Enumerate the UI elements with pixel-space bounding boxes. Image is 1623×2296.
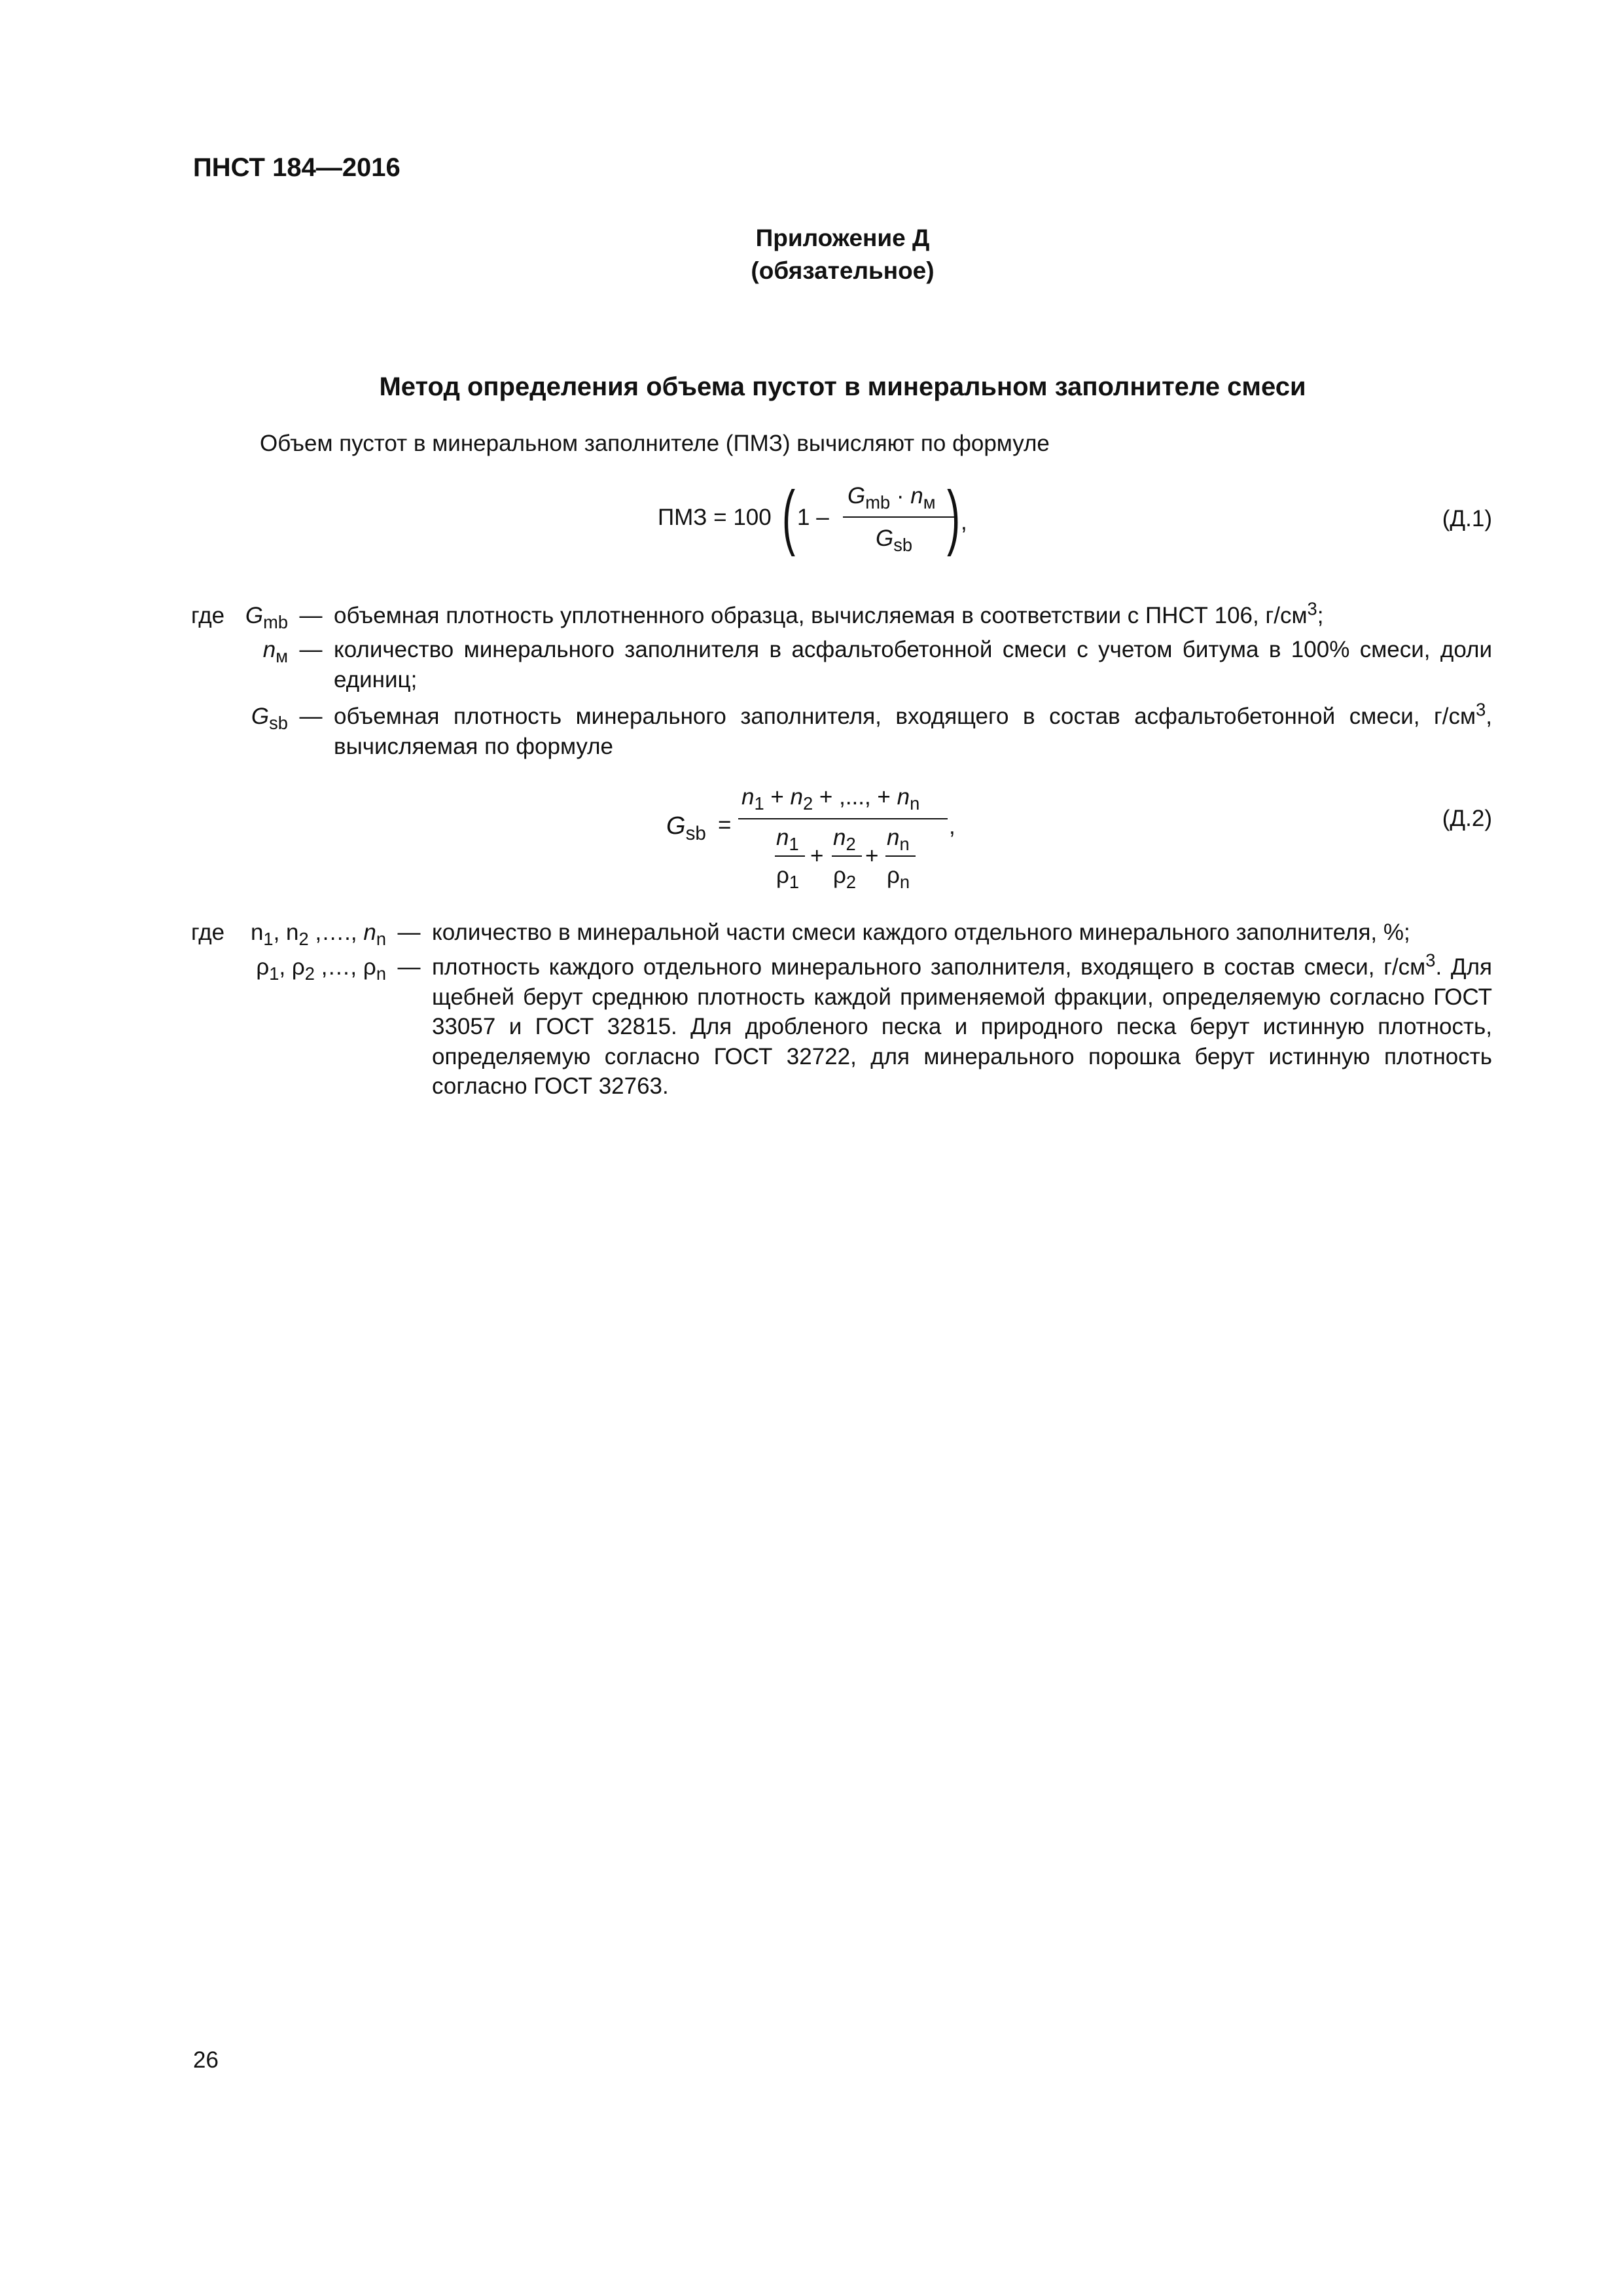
definition-dash: — xyxy=(397,954,421,980)
document-code: ПНСТ 184—2016 xyxy=(193,153,401,182)
formula-d1-number: (Д.1) xyxy=(1442,506,1492,531)
formula-d2-fraction-bar xyxy=(738,818,948,819)
formula-d1-numerator: $G_{mb} \cdot n_м$ xyxy=(847,483,936,513)
formula-d2-den-num-2: $n_2$ xyxy=(833,825,856,855)
definition-text: количество минерального заполнителя в асфальтобетонной смеси с учетом битума в 100% смеси, доли единиц; xyxy=(334,637,1492,692)
formula-d2-den-bar-2 xyxy=(832,855,862,857)
where-label: где xyxy=(191,603,225,628)
definition-symbol: $\rho_1$, $\rho_2$ ,…, $\rho_n$ xyxy=(256,954,386,984)
definition-item xyxy=(236,598,1492,633)
formula-d1-comma: , xyxy=(961,509,967,535)
definition-text: объемная плотность уплотненного образца, вычисляемая в соответствии с ПНСТ 106, $г/см^3$; xyxy=(334,598,1324,628)
definition-symbol: $n_м$ xyxy=(262,637,288,667)
formula-d1-right-paren: ) xyxy=(947,476,961,557)
formula-d1-lhs: ПМЗ = 100 xyxy=(658,505,772,530)
definition-text: объемная плотность минерального заполнителя, входящего в состав асфальтобетонной смеси, $г/см^3$, вычисляемая по формуле xyxy=(334,699,1492,759)
formula-d2-numerator: $n_1 + n_2$ + ,..., + $n_n$ xyxy=(741,784,920,814)
definition-symbol: $n_1$, $n_2$ ,…., $n_n$ xyxy=(250,920,386,950)
formula-d2-den-bar-n xyxy=(885,855,916,857)
formula-d2-den-plus-1: + xyxy=(810,843,824,869)
definition-dash: — xyxy=(397,920,421,945)
definition-item xyxy=(236,918,1492,948)
intro-text: Объем пустот в минеральном заполнителе (ПМЗ) вычисляют по формуле xyxy=(260,431,1050,456)
definition-text: плотность каждого отдельного минерального заполнителя, входящего в состав смеси, $г/см^3$. Для щебней берут среднюю плотность каждой применяемой фракции, определяемую согласно ГОСТ 33057 и ГОСТ 32815. Для дробленого песка и природного песка берут истинную плотность, определяемую согласно ГОСТ 32722, для минерального порошка берут истинную плотность согласно ГОСТ 32763. xyxy=(432,950,1492,1099)
appendix-title: Приложение Д xyxy=(755,224,930,251)
formula-d1-one-minus: 1 – xyxy=(797,505,829,530)
definition-text: количество в минеральной части смеси каждого отдельного минерального заполнителя, %; xyxy=(432,920,1410,945)
formula-d2-den-den-n: $\rho_n$ xyxy=(887,863,910,893)
definition-dash: — xyxy=(299,704,323,729)
formula-d2-lhs: $G_{sb}$ xyxy=(666,812,706,844)
definition-symbol: $G_{sb}$ xyxy=(251,704,288,734)
definition-dash: — xyxy=(299,637,323,662)
definition-symbol: $G_{mb}$ xyxy=(245,603,288,633)
formula-d2-number: (Д.2) xyxy=(1442,806,1492,831)
definition-item xyxy=(236,952,1492,1102)
formula-d2-den-den-2: $\rho_2$ xyxy=(833,863,857,893)
formula-d1-left-paren: ( xyxy=(782,476,796,557)
formula-d2-den-num-n: $n_n$ xyxy=(887,825,910,855)
formula-d2-den-bar-1 xyxy=(775,855,805,857)
formula-d2-den-num-1: $n_1$ xyxy=(776,825,799,855)
where-label: где xyxy=(191,920,225,945)
formula-d2-equals: = xyxy=(718,812,732,838)
formula-d2-comma: , xyxy=(949,814,955,839)
formula-d1-fraction-bar xyxy=(843,516,954,518)
definition-item xyxy=(236,635,1492,694)
formula-d2-den-plus-2: + xyxy=(865,843,879,869)
section-heading: Метод определения объема пустот в минеральном заполнителе смеси xyxy=(379,372,1306,401)
page-number: 26 xyxy=(193,2047,219,2073)
formula-d2-den-den-1: $\rho_1$ xyxy=(776,863,800,893)
definition-item xyxy=(236,699,1492,761)
formula-d1-denominator: $G_{sb}$ xyxy=(876,526,913,556)
definition-dash: — xyxy=(299,603,323,628)
appendix-status: (обязательное) xyxy=(751,257,935,284)
